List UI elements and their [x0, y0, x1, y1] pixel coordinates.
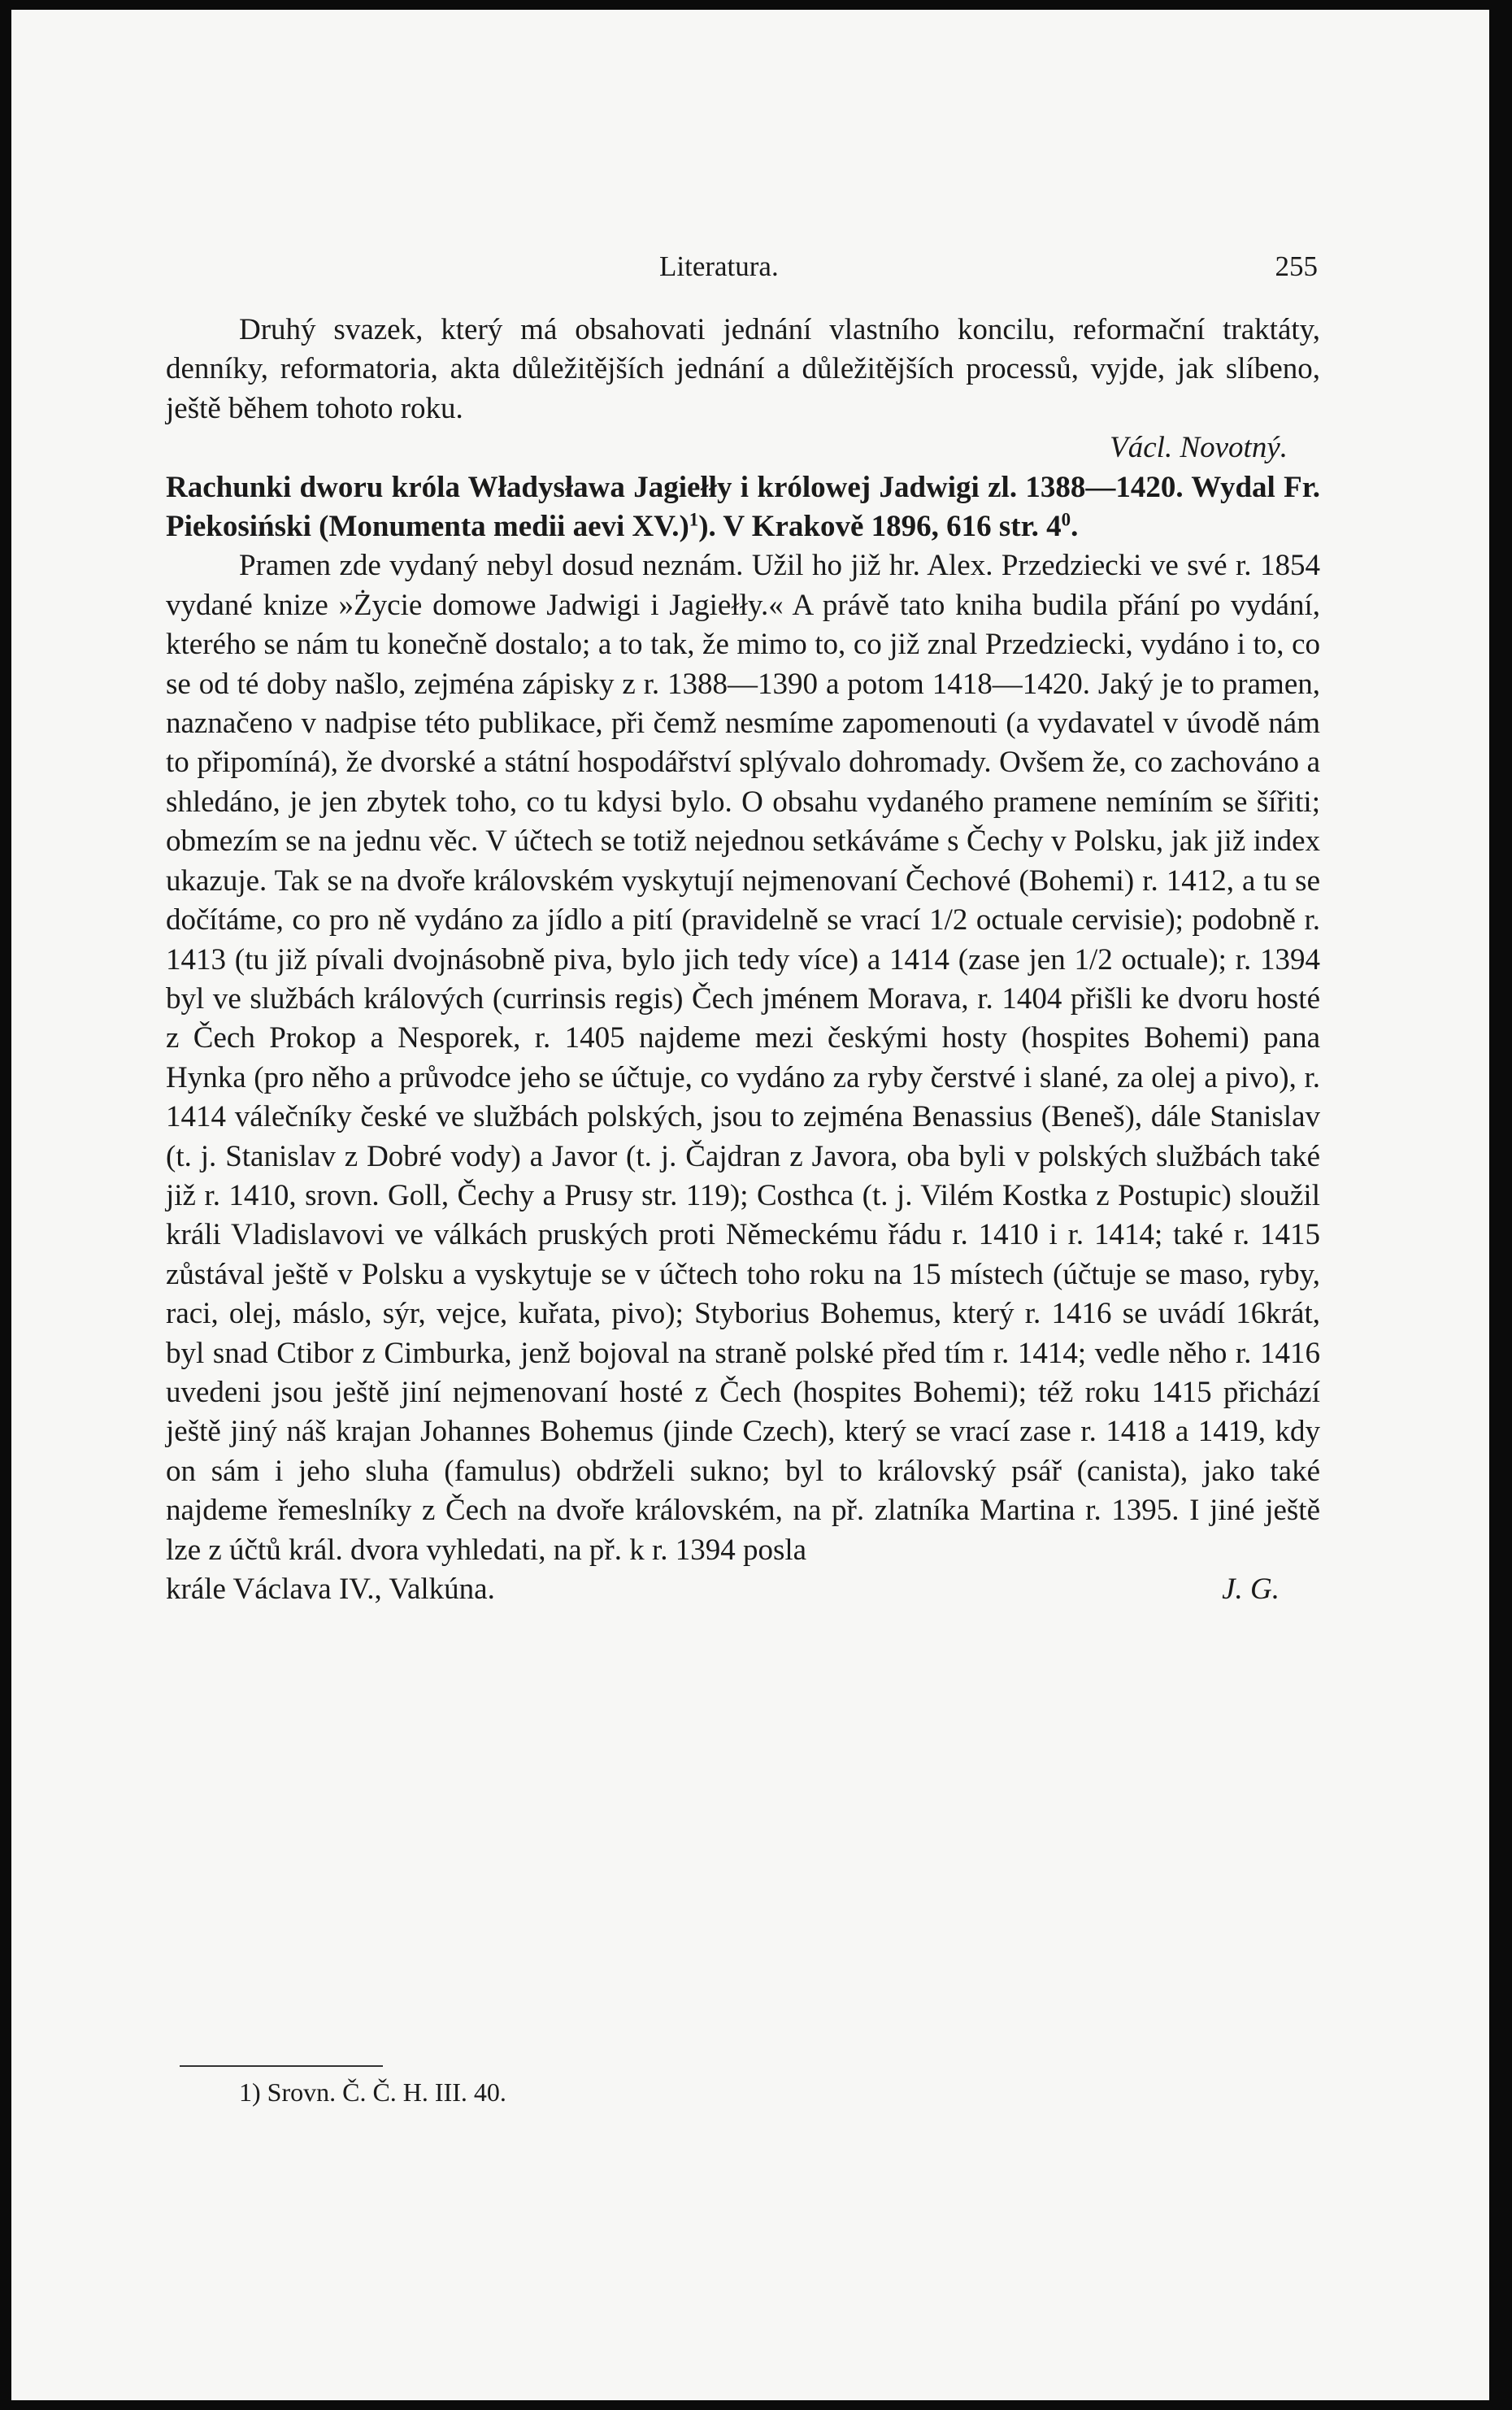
- review-novotny-text: Druhý svazek, který má obsahovati jednání vlastního koncilu, reformační traktáty, denníky, reformatoria, akta důležitějších jednání a důležitějších processů, vyjde, jak slíbeno, ještě během tohoto roku.: [166, 313, 1320, 425]
- page-number: 255: [1275, 250, 1318, 282]
- heading-end: .: [1071, 510, 1079, 544]
- signature-jg: J. G.: [1222, 1573, 1280, 1606]
- review-heading: [166, 468, 1320, 547]
- running-header: [180, 250, 1318, 286]
- format-degree: 0: [1061, 509, 1071, 530]
- document-page: [11, 10, 1489, 2400]
- review-body: [166, 546, 1320, 1570]
- footnote-divider: [180, 2065, 383, 2067]
- review-text-part-a: Pramen zde vydaný nebyl dosud neznám. Užil ho již hr. Alex. Przedziecki ve své r. 1854 vydané knize »Życie domowe Jadwigi i Jagiełły.« A právě tato kniha budila přání po vydání, kterého se nám tu konečně dostalo; a to tak, že mimo to, co již znal Przedziecki, vydáno i to, co se od té doby našlo, zejména zápisky z r. 1388—1390 a potom 1418—1420. Jaký je to pramen, naznačeno v nadpise této publikace, při čemž nesmíme zapomenouti (a vydavatel v úvodě nám to připomíná), že dvorské a státní hospodářství splývalo dohromady. Ovšem že, co zachováno a shledáno, je jen zbytek toho, co tu kdysi bylo. O obsahu vydaného pramene nemíním se šířiti; obmezím se na jednu věc. V účtech se totiž nejednou setkáváme s Čechy v Polsku, jak již index ukazuje. Tak se na dvoře královském vyskytují nejmenovaní Čechové (Bohemi) r. 1412, a tu se dočítáme, co pro ně vydáno za jídlo a pití (pravidelně se vrací: [166, 549, 1320, 937]
- running-title: Literatura.: [659, 250, 779, 282]
- signature-novotny: Václ. Novotný.: [1110, 431, 1288, 465]
- footnote-ref: 1: [689, 509, 699, 530]
- review-text-part-c: octuale); r. 1394 byl ve službách králových (currinsis regis) Čech jménem Morava, r. 1404 přišli ke dvoru hosté z Čech Prokop a Nesporek, r. 1405 najdeme mezi českými hosty (hospites Bohemi) pana Hynka (pro něho a průvodce jeho se účtuje, co vydáno za ryby čerstvé i slané, za olej a pivo), r. 1414 válečníky české ve službách polských, jsou to zejména Benassius (Beneš), dále Stanislav (t. j. Stanislav z Dobré vody) a Javor (t. j. Čajdran z Javora, oba byli v polských službách také již r. 1410, srovn. Goll, Čechy a Prusy str. 119); Costhca (t. j. Vilém Kostka z Postupic) sloužil králi Vladislavovi ve válkách pruských proti Německému řádu r. 1410 i r. 1414; také r. 1415 zůstával ještě v Polsku a vyskytuje se v účtech toho roku na 15 místech (účtuje se maso, ryby, raci, olej, máslo, sýr, vejce, kuřata, pivo); Styborius Bohemus, který r. 1416 se uvádí 16krát, byl snad Ctibor z Cimburka, jenž bojoval na straně polské před tím r. 1414; vedle něho r. 1416 uvedeni jsou ještě jiní nejmenovaní hosté z Čech (hospites Bohemi); též roku 1415 přichází ještě jiný náš krajan Johannes Bohemus (jinde Czech), který se vrací zase r. 1418 a 1419, kdy on sám i jeho sluha (famulus) obdrželi sukno; byl to královský psář (canista), jako také najdeme řemeslníky z Čech na dvoře královském, na př. zlatníka Martina r. 1395. I jiné ještě lze z účtů král. dvora vyhledati, na př. k r. 1394 posla: [166, 942, 1321, 1567]
- footnote: [239, 2077, 506, 2108]
- page-body: [166, 311, 1320, 1609]
- heading-title: Rachunki dworu króla Władysława Jagiełły i królowej Jadwigi zl. 1388—1420. Wydal Fr. Piekosiński (Monumenta medii aevi XV.): [166, 470, 1320, 544]
- footnote-mark: 1): [239, 2077, 261, 2107]
- fraction-half: 1/2: [1074, 942, 1113, 977]
- fraction-half: 1/2: [929, 903, 968, 937]
- review-last-line: [166, 1570, 1320, 1609]
- heading-imprint: ). V Krakově 1896, 616 str. 4: [698, 510, 1062, 544]
- review-last-line-text: krále Václava IV., Valkúna.: [166, 1573, 495, 1606]
- review-text-part-b: octuale cervisie); podobně r. 1413 (tu již pívali dvojnásobně piva, bylo jich tedy více) a 1414 (zase jen: [166, 903, 1320, 977]
- footnote-text: Srovn. Č. Č. H. III. 40.: [267, 2077, 506, 2107]
